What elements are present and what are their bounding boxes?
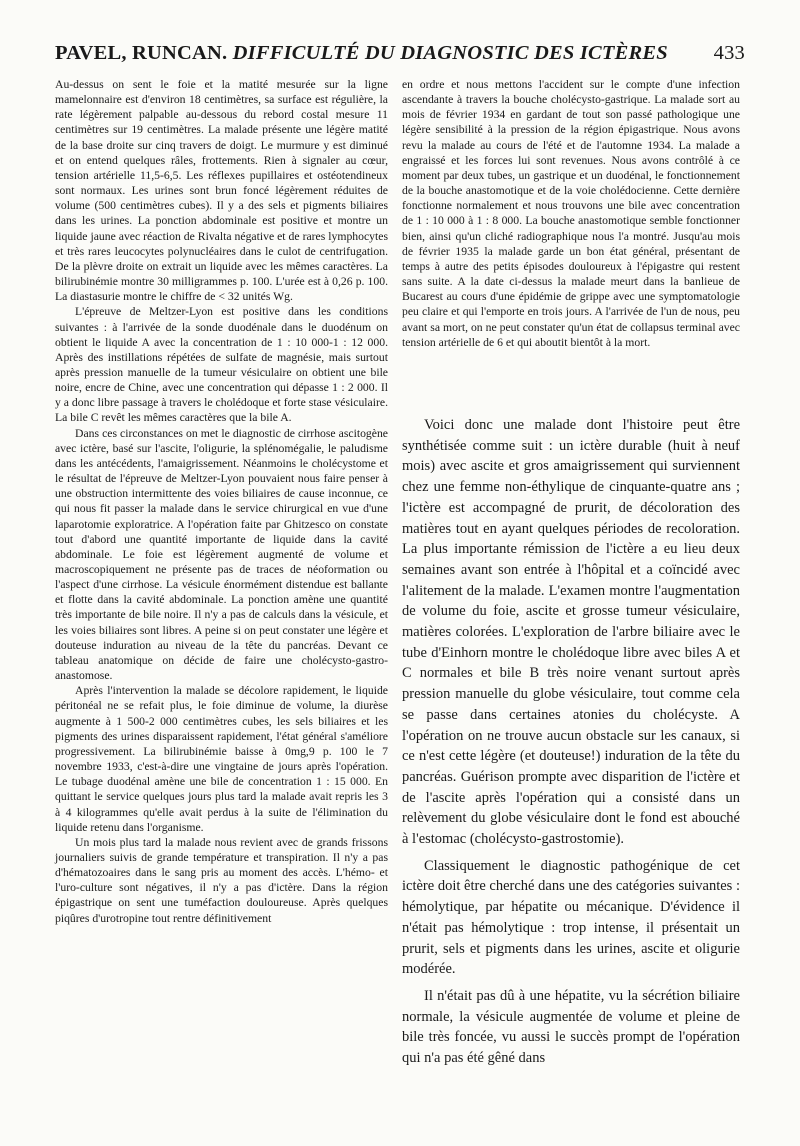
page-header	[55, 42, 745, 65]
running-head-authors: PAVEL, RUNCAN.	[55, 42, 228, 64]
left-column	[55, 77, 388, 926]
page-number: 433	[713, 42, 745, 64]
paragraph: L'épreuve de Meltzer-Lyon est positive dans les conditions suivantes : à l'arrivée de la sonde duodénale dans le duodénum on obtient le liquide A avec la concentration de 1 : 10 000-1 : 12 000. Après des instillations répétées de sulfate de magnésie, mais surtout après pression manuelle de la tumeur vésiculaire on obtient une bile noire, encre de Chine, avec une concentration qui dépasse 1 : 2 000. Il y a donc libre passage à travers le cholédoque et forte stase vésiculaire. La bile C revêt les mêmes caractères que la bile A.	[55, 305, 388, 425]
paragraph: en ordre et nous mettons l'accident sur le compte d'une infection ascendante à travers la bouche cholécysto-gastrique. La malade sort au mois de février 1934 en gardant de tout son passé pathologique une légère sensibilité à la pression de la région épigastrique. Nous avons revu la malade au cours de l'été et de l'automne 1934. La malade a engraissé et les forces lui sont revenues. Nous avons contrôlé à ce moment par deux tubes, un gastrique et un duodénal, le fonctionnement de la bouche anastomotique et de la voie cholédocienne. Cette dernière fonctionne normalement et nous trouvons une bile avec concentration de 1 : 10 000 à 1 : 8 000. La bouche anastomotique semble fonctionner bien, ainsi qu'un cliché radiographique nous l'a montré. Jusqu'au mois de février 1935 la malade garde un bon état général, présentant de temps à autre des petits épisodes douloureux à l'épigastre qui restent sans suite. A la date ci-dessus la malade meurt dans la banlieue de Bucarest au cours d'une épidémie de grippe avec une symptomatologie peu claire et qui l'emporte en trois jours. A l'arrivée de l'un de nous, peu avant sa mort, on ne peut constater qu'un état de collapsus terminal avec tension artérielle de 6 et qui aboutit bientôt à la mort.	[402, 78, 740, 349]
paragraph: Voici donc une malade dont l'histoire peut être synthétisée comme suit : un ictère durable (huit à neuf mois) avec ascite et gros amaigrissement qui surviennent chez une femme non-éthylique de cinquante-quatre ans ; l'ictère est accompagné de prurit, de décoloration des matières tout en ayant quelques périodes de recoloration. La plus importante rémission de l'ictère a eu lieu deux semaines avant son entrée à l'hôpital et a coïncidé avec l'alitement de la malade. L'examen montre l'augmentation de volume du foie, ascite et grosse tumeur vésiculaire, matières colorées. L'exploration de l'arbre biliaire avec le tube d'Einhorn montre le cholédoque libre avec biles A et C normales et bile B très noire venant surtout après pression manuelle du globe vésiculaire, tout comme cela se passe dans certaines atonies du cholécyste. A l'opération on ne trouve aucun obstacle sur les canaux, si ce n'est cette légère (et douteuse!) induration de la tête du pancréas. Guérison prompte avec disparition de l'ictère et de l'ascite après l'opération qui a consisté dans un relèvement du globe vésiculaire dont le fond est abouché à l'estomac (cholécysto-gastrostomie).	[402, 417, 740, 848]
running-head-title: DIFFICULTÉ DU DIAGNOSTIC DES ICTÈRES	[227, 42, 668, 64]
paragraph: Classiquement le diagnostic pathogénique de cet ictère doit être cherché dans une des catégories suivantes : hémolytique, par hépatite ou mécanique. D'évidence il n'était pas hémolytique : trop intense, il présentait un prurit, sels et pigments dans les urines, ascite et oligurie modérée.	[402, 857, 740, 978]
paragraph: Après l'intervention la malade se décolore rapidement, le liquide péritonéal ne se refait plus, le foie diminue de volume, la diurèse augmente à 1 500-2 000 centimètres cubes, les sels biliaires et les pigments des urines disparaissent rapidement, l'état général s'améliore progressivement. La bilirubinémie baisse à 0mg,9 p. 100 le 7 novembre 1933, c'est-à-dire une vingtaine de jours après l'opération. Le tubage duodénal amène une bile de concentration 1 : 15 000. En quittant le service quelques jours plus tard la malade avait repris les 3 à 4 kilogrammes qu'elle avait perdus à la suite de l'élimination du liquide retenu dans l'organisme.	[55, 684, 388, 834]
paragraph: Dans ces circonstances on met le diagnostic de cirrhose ascitogène avec ictère, basé sur l'ascite, l'oligurie, la splénomégalie, le paludisme dans les antécédents, l'amaigrissement. Néanmoins le cholécystome et le résultat de l'épreuve de Meltzer-Lyon pouvaient nous faire penser à une obstruction intermittente des voies biliaires de cause inconnue, ce qui nous fit passer la malade dans le service chirurgical en vue d'une laparotomie exploratrice. A l'opération faite par Ghitzesco on constate tout d'abord une quantité importante de liquide dans la cavité abdominale. Le foie est légèrement augmenté de volume et macroscopiquement ne présente pas de traces de néoformation ou l'aspect d'une cirrhose. La vésicule énormément distendue est ballante et flotte dans la cavité abdominale. La ponction amène une quantité très importante de bile noire. Il n'y a pas de calculs dans la vésicule, et les voies biliaires sont libres. A peine si on peut constater une légère et douteuse induration au niveau de la tête du pancréas. Devant ce tableau anatomique on décide de faire une cholécysto-gastro-anastomose.	[55, 426, 388, 683]
paragraph: Au-dessus on sent le foie et la matité mesurée sur la ligne mamelonnaire est d'environ 18 centimètres, sa surface est régulière, la rate légèrement palpable au-dessous du rebord costal mesure 11 centimètres sur 19 centimètres. La malade présente une légère matité de la base droite sur cinq travers de doigt. Le murmure y est diminué et on entend quelques râles, frottements. Rien à signaler au cœur, tension artérielle 11,5-6,5. Les réflexes pupillaires et ostéotendineux sont normaux. Les urines sont brun foncé légèrement réduites de volume (500 centimètres cubes). Il y a des sels et pigments biliaires dans les urines. La ponction abdominale est positive et montre un liquide jaune avec réaction de Rivalta négative et de rares lymphocytes et très rares leucocytes polynucléaires dans le culot de centrifugation. De la plèvre droite on extrait un liquide avec les mêmes caractères. La bilirubinémie montre 30 milligrammes p. 100. L'urée est à 0,26 p. 100. La diastasurie montre le chiffre de < 32 unités Wg.	[55, 78, 388, 304]
right-column-large-text	[402, 415, 740, 1069]
right-column-small-text	[402, 77, 740, 350]
paragraph: Un mois plus tard la malade nous revient avec de grands frissons journaliers suivis de grande température et transpiration. Il n'y a pas d'hématozoaires dans le sang pris au moment des accès. L'hémo- et l'uro-culture sont négatives, il n'y a pas d'ictère. Dans la région épigastrique on sent une tuméfaction douloureuse. Après quelques piqûres d'urotropine tout rentre définitivement	[55, 835, 388, 925]
paragraph: Il n'était pas dû à une hépatite, vu la sécrétion biliaire normale, la vésicule augmentée de volume et pleine de bile très foncée, vu aussi le succès prompt de l'opération qui n'a pas été gêné dans	[402, 987, 740, 1067]
